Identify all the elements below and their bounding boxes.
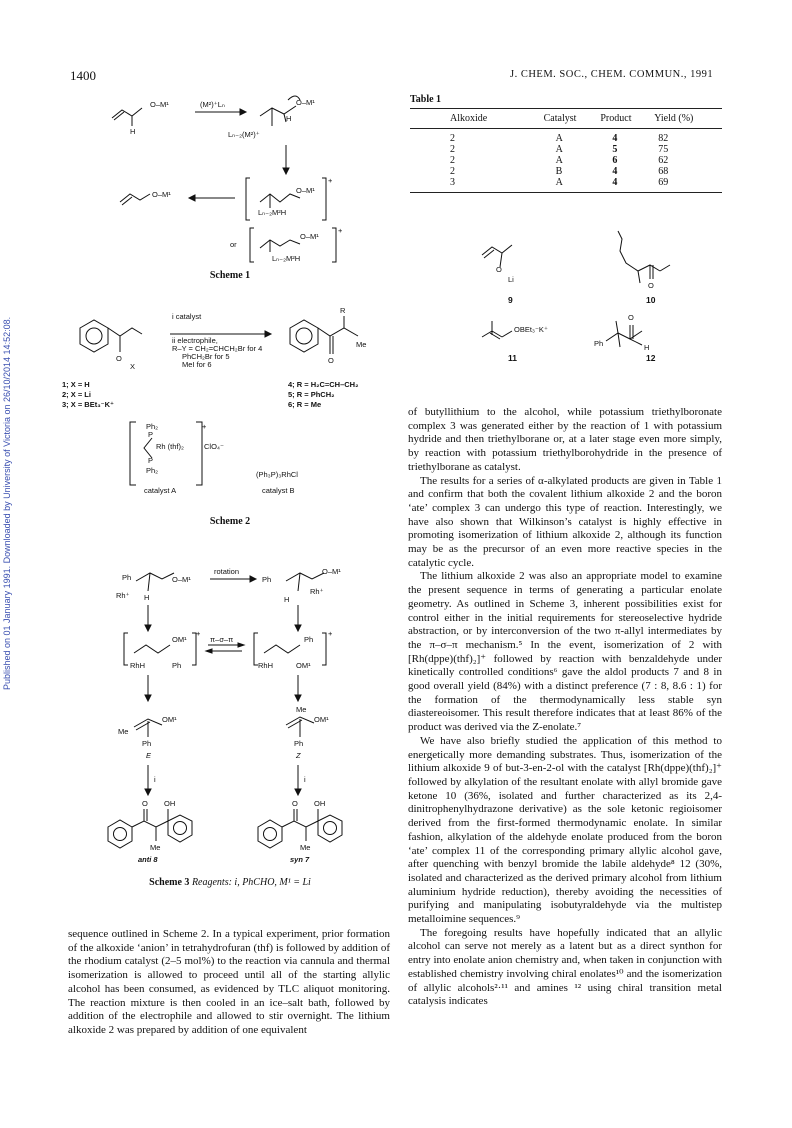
- s12-h: H: [644, 343, 650, 352]
- cell: A: [544, 177, 601, 193]
- table-row: [410, 166, 722, 177]
- cell: 2: [450, 155, 455, 166]
- s1-h-complex: H: [286, 114, 292, 123]
- s3-om1-bl: OM¹: [172, 635, 187, 644]
- s2-cata-p-bottom: P: [148, 456, 154, 465]
- s2-compound-1: 1; X = H: [62, 380, 90, 389]
- s2-compound-4: 4; R = H₂C=CH–CH₂: [288, 380, 359, 389]
- s2-x-left: X: [130, 362, 136, 371]
- s1-om1-complex: O–M¹: [296, 98, 315, 107]
- s3-me-e: Me: [118, 727, 129, 736]
- table-row: [410, 129, 722, 145]
- s3-rh-tl: Rh⁺: [116, 591, 130, 600]
- scheme-1-drawing: [100, 90, 400, 290]
- download-notice: Published on 01 January 1991. Downloaded by University of Victoria on 26/10/2014 14:52:08.: [2, 316, 12, 690]
- col-yield: Yield (%): [654, 109, 722, 129]
- s11-label: OBEt₃⁻K⁺: [514, 325, 548, 334]
- col-catalyst: Catalyst: [544, 109, 601, 129]
- s2-me: Me: [356, 340, 367, 349]
- s2-compound-6: 6; R = Me: [288, 400, 322, 409]
- scheme-3: [100, 565, 400, 905]
- s1-om1-bracket2: O–M¹: [300, 232, 319, 241]
- scheme-2-drawing: [60, 310, 400, 530]
- cell: 75: [658, 144, 669, 155]
- paragraph: The results for a series of α-alkylated products are given in Table 1 and confirm that both the covalent lithium alkoxide 2 and the boron ‘ate’ complex 3 can undergo this type of reaction. Interestingly, we have also shown that Wilkinson’s catalyst is highly effective in promoting isomerization of lithium alkoxide 2, although its function may be as the precursor of an even more reactive species in the catalytic cycle.: [408, 474, 722, 569]
- s2-cata-ph2-bottom: Ph₂: [146, 466, 159, 475]
- cell: 4: [612, 133, 618, 144]
- s9-o: O: [496, 265, 502, 274]
- s2-cond-2: ii electrophile,: [172, 336, 218, 345]
- cell: 69: [654, 177, 722, 193]
- cell: 2: [450, 133, 455, 144]
- s3-h-tl: H: [144, 593, 150, 602]
- s1-catalyst-arrow: (M²)⁺Lₙ: [200, 100, 225, 109]
- s3-rhh-l: RhH: [130, 661, 146, 670]
- paragraph: The foregoing results have hopefully indicated that an allylic alcohol can serve not merely as a latent but as a direct synthon for entry into enolate anion chemistry and, when taken in conjunction with established chemistry involving chiral enolates¹⁰ and the isomerization of allylic alcohols²·¹¹ and amines ¹² using chiral transition metal catalysis indicates: [408, 926, 722, 1008]
- s3-om1-e: OM¹: [162, 715, 177, 724]
- s3-me-z: Me: [296, 705, 307, 714]
- cell: 2: [450, 166, 455, 177]
- left-column-text: [68, 928, 390, 1038]
- cell: A: [555, 155, 563, 166]
- s1-plus-1: +: [328, 176, 333, 185]
- s3-ph-z: Ph: [294, 739, 304, 748]
- journal-header: J. CHEM. SOC., CHEM. COMMUN., 1991: [510, 69, 714, 80]
- s3-ph-bl: Ph: [172, 661, 182, 670]
- s3-plus-l: +: [196, 629, 201, 638]
- scheme-1: [100, 90, 400, 290]
- s1-om1-enolate: O–M¹: [152, 190, 171, 199]
- cell: 3: [410, 177, 544, 193]
- s3-i-left: i: [154, 775, 156, 784]
- cell: 4: [600, 177, 654, 193]
- s2-cond-5: MeI for 6: [182, 360, 212, 369]
- s2-cata-ph2-top: Ph₂: [146, 422, 159, 431]
- cell: 4: [612, 166, 618, 177]
- s9-number: 9: [508, 295, 513, 305]
- paragraph: We have also briefly studied the application of this method to energetically more demanding substrates. Thus, isomerization of the lithium alkoxide 9 of but-3-en-2-ol with the catalyst [Rh(dppe)(thf)₂]⁺ followed by alkylation of the resultant enolate with allyl bromide gave ketone 10 (36%, isolated and further characterized as its 2,4-dinitrophenylhydrazone derivative) as the sole ketonic regioisomer derived from the first-formed thermodynamic enolate. In similar fashion, alkylation of the aldehyde enolate produced from the boron ‘ate’ complex 11 of the corresponding primary allylic alcohol gave, after quenching with benzyl bromide the labile aldehyde⁸ 12 (30%, isolated and characterized as the derived primary alcohol from lithium aluminium hydride reduction), thereby avoiding the necessities of purifying and manipulating isobutyraldehyde via the multistep metalloimine sequences.⁹: [408, 734, 722, 926]
- s3-pi-sigma-pi: π–σ–π: [210, 635, 234, 644]
- cell: 2: [450, 144, 455, 155]
- s10-number: 10: [646, 295, 656, 305]
- s2-catb-formula: (Ph₃P)₃RhCl: [256, 470, 298, 479]
- cell: B: [555, 166, 563, 177]
- s3-om1-z: OM¹: [314, 715, 329, 724]
- s2-cata-plus: +: [202, 422, 207, 431]
- s3-o-syn: O: [292, 799, 298, 808]
- s2-cond-1: i catalyst: [172, 312, 202, 321]
- s3-om1-br: OM¹: [296, 661, 311, 670]
- table-row: [410, 144, 722, 155]
- s3-h-tr: H: [284, 595, 290, 604]
- s2-cond-4: PhCH₂Br for 5: [182, 352, 230, 361]
- s3-om1-tr: O–M¹: [322, 567, 341, 576]
- s3-ph-tr: Ph: [262, 575, 272, 584]
- structures-9-12: [470, 225, 730, 375]
- s1-om1-start: O–M¹: [150, 100, 169, 109]
- s3-me-anti: Me: [150, 843, 161, 852]
- s3-ph-br: Ph: [304, 635, 314, 644]
- table-row: [410, 177, 722, 193]
- s3-oh-syn: OH: [314, 799, 326, 808]
- cell: 82: [658, 133, 669, 144]
- s3-om1-tl: O–M¹: [172, 575, 191, 584]
- s3-i-right: i: [304, 775, 306, 784]
- s12-number: 12: [646, 353, 656, 363]
- s10-o: O: [648, 281, 654, 290]
- s2-compound-2: 2; X = Li: [62, 390, 91, 399]
- s1-ln2m2: Lₙ₋₂(M²)⁺: [228, 130, 260, 139]
- s3-rotation: rotation: [214, 567, 240, 576]
- s2-cata-rh: Rh (thf)₂: [156, 442, 184, 451]
- table-row: [410, 155, 722, 166]
- table-1-title: Table 1: [410, 94, 442, 105]
- s2-catb-label: catalyst B: [262, 486, 295, 495]
- s3-o-anti: O: [142, 799, 148, 808]
- s2-cata-label: catalyst A: [144, 486, 177, 495]
- s3-z-label: Z: [296, 751, 301, 760]
- s3-plus-r: +: [328, 629, 333, 638]
- cell: 68: [658, 166, 669, 177]
- s1-om1-bracket: O–M¹: [296, 186, 315, 195]
- s2-cond-3: R–Y = CH₂=CHCH₂Br for 4: [172, 344, 263, 353]
- s3-e-label: E: [146, 751, 152, 760]
- right-column-text: [408, 406, 722, 1009]
- s1-h-start: H: [130, 127, 136, 136]
- s2-cata-anion: ClO₄⁻: [204, 442, 224, 451]
- s2-o-left: O: [116, 354, 122, 363]
- col-product: Product: [600, 109, 654, 129]
- s12-o: O: [628, 313, 634, 322]
- col-alkoxide: Alkoxide: [410, 109, 544, 129]
- s9-li: Li: [508, 275, 514, 284]
- s12-ph: Ph: [594, 339, 604, 348]
- s2-compound-5: 5; R = PhCH₂: [288, 390, 335, 399]
- s2-compound-3: 3; X = BEt₃⁻K⁺: [62, 400, 115, 409]
- s3-syn7: syn 7: [290, 855, 310, 864]
- s11-number: 11: [508, 353, 517, 363]
- s1-ln2m2h-2: Lₙ₋₂M²H: [272, 254, 301, 263]
- s2-o-right: O: [328, 356, 334, 365]
- cell: A: [555, 133, 563, 144]
- cell: 5: [612, 144, 618, 155]
- s3-ph-tl: Ph: [122, 573, 132, 582]
- table-1: [410, 108, 722, 193]
- paragraph: The lithium alkoxide 2 was also an appropriate model to examine the present sequence in terms of generating a particular enolate geometry. As outlined in Scheme 3, inherent possibilities exist for control either in the initial requirements for stereoselective hydride abstraction, or by interconversion of the two π-allyl intermediates by the π–σ–π mechanism.⁵ In the event, isomerization of 2 with [Rh(dppe)(thf)₂]⁺ followed by reaction with benzaldehyde under kinetically controlled conditions⁶ gave the aldol products 7 and 8 in good overall yield (84%) with a distinct preference (7 : 8, 8.6 : 1) for the formation of the thermodynamically less stable syn diastereoisomer. This result therefore indicates that at least 86% of the product was derived via the Z-enolate.⁷: [408, 570, 722, 734]
- s3-ph-e: Ph: [142, 739, 152, 748]
- scheme-2: [60, 306, 400, 530]
- scheme-3-drawing: [100, 565, 400, 885]
- paragraph: of butyllithium to the alcohol, while potassium triethylboronate complex 3 was generated either by the reaction of 1 with potassium hydride and then triethylborane or, at a later stage even more simply, by reaction with potassium triethylborohydride in the presence of triethylborane as catalyst.: [408, 406, 722, 473]
- scheme-3-caption: Scheme 3 Reagents: i, PhCHO, M¹ = Li: [149, 877, 311, 888]
- cell: 6: [612, 155, 618, 166]
- scheme-2-caption: Scheme 2: [209, 516, 251, 527]
- cell: 62: [658, 155, 669, 166]
- s3-anti8: anti 8: [138, 855, 158, 864]
- s1-or: or: [230, 240, 237, 249]
- s1-ln2m2h-1: Lₙ₋₂M²H: [258, 208, 287, 217]
- cell: A: [555, 144, 563, 155]
- paragraph: sequence outlined in Scheme 2. In a typical experiment, prior formation of the alkoxide ‘anion’ in tetrahydrofuran (thf) is followed by addition of the rhodium catalyst (2–5 mol%) to the reaction via cannula and thermal isomerization is allowed to proceed until all of the starting allylic alcohol has been consumed, as evidenced by TLC aliquot monitoring. The reaction mixture is then cooled in an ice–salt bath, followed by addition of the electrophile and allowed to stir overnight. The lithium alkoxide 2 was prepared by addition of one equivalent: [68, 928, 390, 1036]
- page-number: 1400: [70, 68, 96, 83]
- s2-cata-p-top: P: [148, 430, 154, 439]
- s3-oh-anti: OH: [164, 799, 176, 808]
- s2-r: R: [340, 306, 346, 315]
- s3-me-syn: Me: [300, 843, 311, 852]
- s3-rh-tr: Rh⁺: [310, 587, 324, 596]
- scheme-1-caption: Scheme 1: [209, 270, 251, 281]
- table-header-row: [410, 109, 722, 129]
- s1-plus-2: +: [338, 226, 343, 235]
- s3-rhh-r: RhH: [258, 661, 274, 670]
